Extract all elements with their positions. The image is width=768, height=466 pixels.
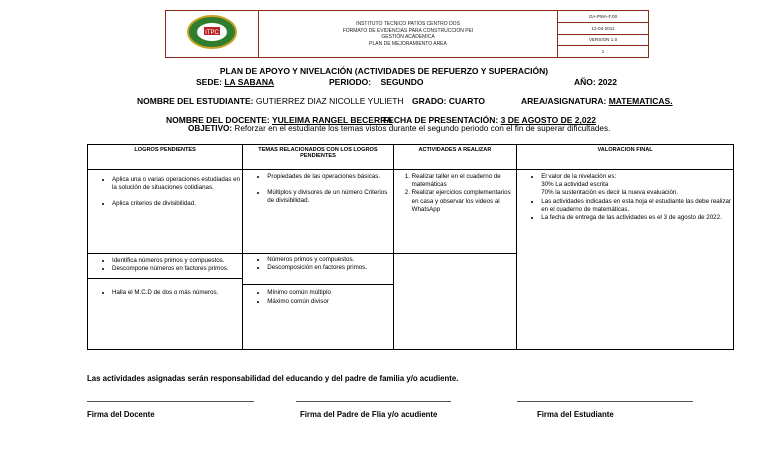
document-title: PLAN DE APOYO Y NIVELACIÓN (ACTIVIDADES DE REFUERZO Y SUPERACIÓN) bbox=[219, 66, 549, 76]
header-center bbox=[259, 11, 558, 58]
format-name: FORMATO DE EVIDENCIAS PARA CONSTRUCCION PEI bbox=[342, 27, 474, 34]
doc-code: GA-PMA-F.00 bbox=[558, 11, 649, 23]
signature-line-parent bbox=[296, 401, 451, 402]
sede-line bbox=[196, 77, 274, 87]
header-table bbox=[165, 10, 649, 58]
list-item: • Descomposición en factores primos. bbox=[267, 264, 392, 272]
list-item: • Las actividades indicadas en esta hoja el estudiante las debe realizar en el cuaderno de matemáticas. bbox=[541, 198, 733, 214]
header-logros: LOGROS PENDIENTES bbox=[88, 145, 243, 170]
grade-label: GRADO: CUARTO bbox=[412, 96, 486, 106]
header-valoracion: VALORACION FINAL bbox=[517, 145, 734, 170]
sede-label: SEDE: bbox=[196, 77, 222, 87]
temas-cell bbox=[243, 254, 393, 350]
doc-page: 1 bbox=[558, 46, 649, 58]
student-line bbox=[137, 96, 404, 106]
temas-cell bbox=[243, 170, 393, 254]
list-item: • Identifica números primos y compuestos. bbox=[112, 257, 242, 265]
objective-label: OBJETIVO: bbox=[188, 124, 233, 133]
teacher-value: YULEIMA RANGEL BECERRA bbox=[271, 115, 393, 125]
student-label: NOMBRE DEL ESTUDIANTE: bbox=[137, 96, 254, 106]
doc-version: VERSION 1.0 bbox=[558, 34, 649, 46]
student-value: GUTIERREZ DIAZ NICOLLE YULIETH bbox=[255, 96, 404, 106]
objective-line bbox=[188, 124, 610, 133]
list-item bbox=[541, 173, 733, 198]
institution-name: INSTITUTO TECNICO PATIOS CENTRO DOS bbox=[356, 21, 460, 27]
valoracion-written: 30% La actividad escrita bbox=[541, 181, 609, 189]
valoracion-oral: 70% la sustentación es decir la nueva evaluación. bbox=[541, 189, 679, 197]
periodo-line bbox=[329, 77, 423, 87]
doc-date: 12-04-2011 bbox=[558, 22, 649, 34]
list-item: • Propiedades de las operaciones básicas. bbox=[267, 173, 392, 181]
signature-teacher-label: Firma del Docente bbox=[87, 410, 155, 419]
signature-line-student bbox=[517, 401, 693, 402]
valoracion-intro: El valor de la nivelación es: bbox=[541, 173, 617, 180]
actividades-cell-empty bbox=[393, 254, 517, 350]
area-label: AREA/ASIGNATURA: bbox=[521, 96, 607, 106]
presentation-value: 3 DE AGOSTO DE 2,022 bbox=[500, 115, 597, 125]
plan-name: PLAN DE MEJORAMIENTO AREA bbox=[369, 40, 447, 47]
header-actividades: ACTIVIDADES A REALIZAR bbox=[393, 145, 517, 170]
list-item: • Máximo común divisor bbox=[267, 298, 392, 306]
list-item: • Múltiplos y divisores de un número Criterios de divisibilidad. bbox=[267, 189, 392, 205]
objective-value: Reforzar en el estudiante los temas vistos durante el segundo periodo con el fin de superar dificultades. bbox=[234, 124, 611, 133]
periodo-label: PERIODO: bbox=[329, 77, 372, 87]
list-item: 2. Realizar ejercicios complementarios en casa y observar los videos al WhatsApp bbox=[412, 189, 517, 214]
logo-cell bbox=[166, 11, 259, 58]
signature-line-teacher bbox=[87, 401, 254, 402]
plan-table bbox=[87, 144, 734, 350]
anio-label: AÑO: 2022 bbox=[574, 77, 617, 87]
periodo-value: SEGUNDO bbox=[380, 77, 424, 87]
list-item: • Mínimo común múltiplo bbox=[267, 289, 392, 297]
area-value: MATEMATICAS. bbox=[608, 96, 673, 106]
list-item: • Aplica criterios de divisibilidad. bbox=[112, 200, 242, 208]
signature-parent-label: Firma del Padre de Flia y/o acudiente bbox=[300, 410, 438, 419]
sede-value: LA SABANA bbox=[224, 77, 275, 87]
logros-cell bbox=[88, 170, 243, 254]
school-logo bbox=[186, 14, 238, 50]
presentation-label: FECHA DE PRESENTACIÓN: bbox=[383, 115, 499, 125]
teacher-label: NOMBRE DEL DOCENTE: bbox=[166, 115, 270, 125]
table-row bbox=[88, 170, 734, 254]
table-header-row bbox=[88, 145, 734, 170]
management-name: GESTIÓN ACADEMICA bbox=[381, 34, 435, 40]
actividades-cell bbox=[393, 170, 517, 254]
list-item: • Descompone números en factores primos. bbox=[112, 265, 242, 273]
area-line bbox=[521, 96, 673, 106]
valoracion-cell bbox=[517, 170, 734, 350]
logros-cell bbox=[88, 254, 243, 350]
list-item: • La fecha de entrega de las actividades es el 3 de agosto de 2022. bbox=[541, 214, 733, 222]
list-item: • Halla el M.C.D de dos o más números. bbox=[112, 289, 242, 297]
responsibility-note: Las actividades asignadas serán responsabilidad del educando y del padre de familia y/o acudiente. bbox=[87, 374, 459, 383]
list-item: • Aplica una o varias operaciones estudiadas en la solución de situaciones cotidianas. bbox=[112, 176, 242, 192]
signature-student-label: Firma del Estudiante bbox=[537, 410, 614, 419]
list-item: • Números primos y compuestos. bbox=[267, 256, 392, 264]
header-temas: TEMAS RELACIONADOS CON LOS LOGROS PENDIENTES bbox=[243, 145, 393, 170]
svg-text:ITPC: ITPC bbox=[205, 29, 219, 36]
list-item: 1. Realizar taller en el cuaderno de matemáticas bbox=[412, 173, 517, 189]
